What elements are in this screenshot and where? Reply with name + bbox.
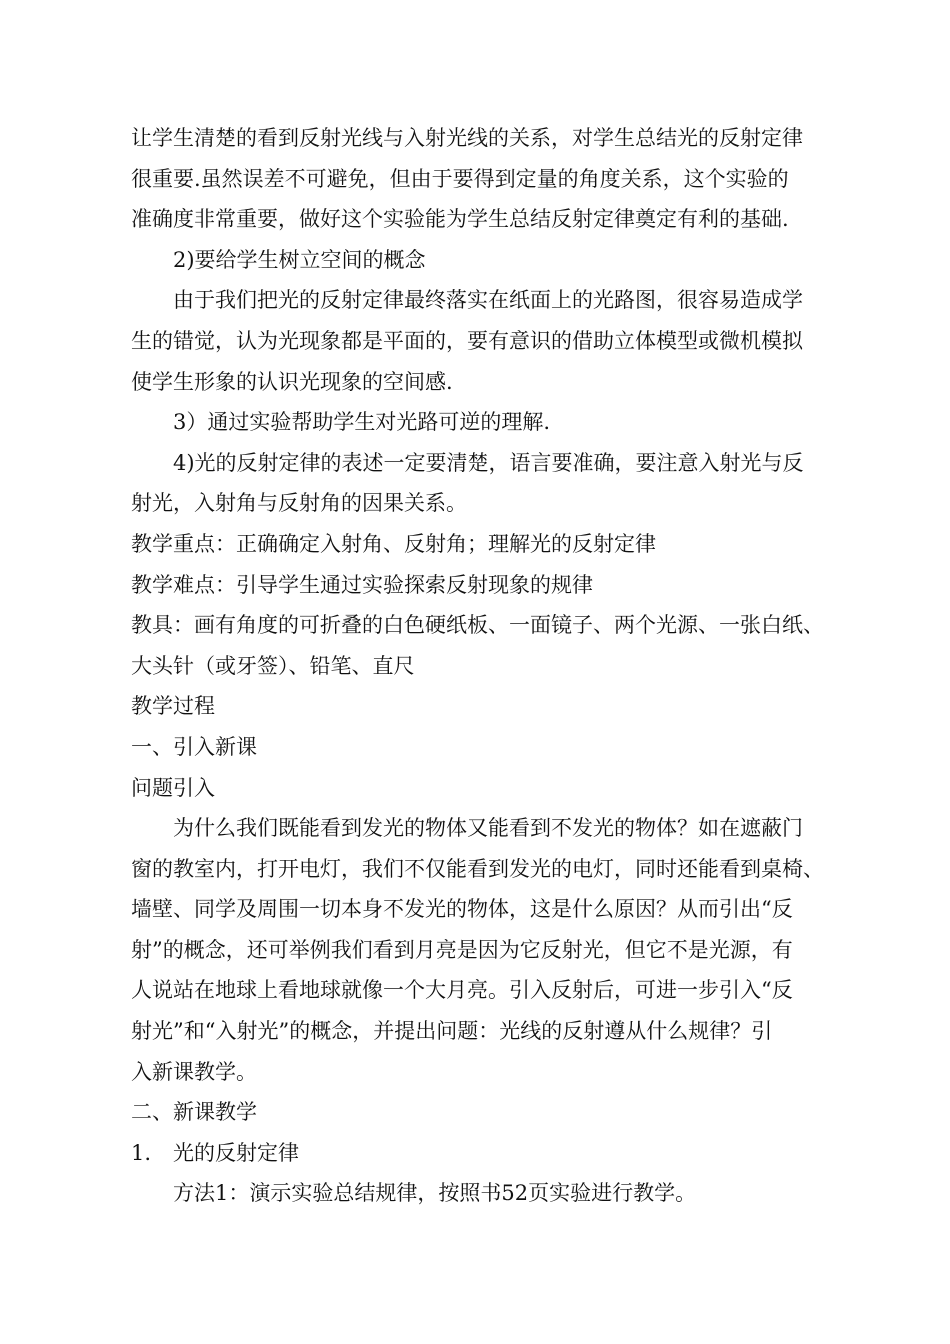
section-heading: 二、新课教学 xyxy=(131,1100,257,1125)
heading-title: 光的反射定律 xyxy=(173,1140,299,1165)
paragraph-line: 射”的概念，还可举例我们看到月亮是因为它反射光，但它不是光源，有 xyxy=(131,937,793,962)
method-line: 方法1：演示实验总结规律，按照书52页实验进行教学。 xyxy=(173,1181,697,1206)
section-heading: 教学过程 xyxy=(131,694,215,719)
paragraph-line: 人说站在地球上看地球就像一个大月亮。引入反射后，可进一步引入“反 xyxy=(131,978,793,1003)
paragraph-line: 使学生形象的认识光现象的空间感. xyxy=(131,369,453,394)
subsection-heading: 问题引入 xyxy=(131,775,215,800)
paragraph-line: 射光，入射角与反射角的因果关系。 xyxy=(131,491,467,516)
paragraph-line: 4)光的反射定律的表述一定要清楚，语言要准确，要注意入射光与反 xyxy=(173,450,804,475)
paragraph-line: 窗的教室内，打开电灯，我们不仅能看到发光的电灯，同时还能看到桌椅、 xyxy=(131,856,824,881)
section-heading: 一、引入新课 xyxy=(131,734,257,759)
tools-line: 教具：画有角度的可折叠的白色硬纸板、一面镜子、两个光源、一张白纸、 xyxy=(131,613,824,638)
point-heading: 3）通过实验帮助学生对光路可逆的理解. xyxy=(173,410,551,435)
paragraph-line: 入新课教学。 xyxy=(131,1059,257,1084)
paragraph-line: 射光”和“入射光”的概念，并提出问题：光线的反射遵从什么规律？引 xyxy=(131,1019,773,1044)
paragraph-line: 让学生清楚的看到反射光线与入射光线的关系，对学生总结光的反射定律 xyxy=(131,126,803,150)
paragraph-line: 很重要.虽然误差不可避免，但由于要得到定量的角度关系，这个实验的 xyxy=(131,166,789,191)
paragraph-line: 生的错觉，认为光现象都是平面的，要有意识的借助立体模型或微机模拟 xyxy=(131,328,803,353)
numbered-heading xyxy=(131,1133,851,1174)
paragraph-line: 为什么我们既能看到发光的物体又能看到不发光的物体？如在遮蔽门 xyxy=(173,816,803,841)
document-body xyxy=(131,118,851,1214)
key-point-line: 教学重点：正确确定入射角、反射角；理解光的反射定律 xyxy=(131,531,656,556)
paragraph-line: 墙壁、同学及周围一切本身不发光的物体，这是什么原因？从而引出“反 xyxy=(131,897,793,922)
paragraph-line: 由于我们把光的反射定律最终落实在纸面上的光路图，很容易造成学 xyxy=(173,288,803,313)
heading-number: 1. xyxy=(131,1140,152,1165)
tools-line: 大头针（或牙签）、铅笔、直尺 xyxy=(131,653,415,678)
point-heading: 2)要给学生树立空间的概念 xyxy=(173,247,426,272)
paragraph-line: 准确度非常重要，做好这个实验能为学生总结反射定律奠定有利的基础. xyxy=(131,207,789,232)
difficulty-line: 教学难点：引导学生通过实验探索反射现象的规律 xyxy=(131,572,593,597)
